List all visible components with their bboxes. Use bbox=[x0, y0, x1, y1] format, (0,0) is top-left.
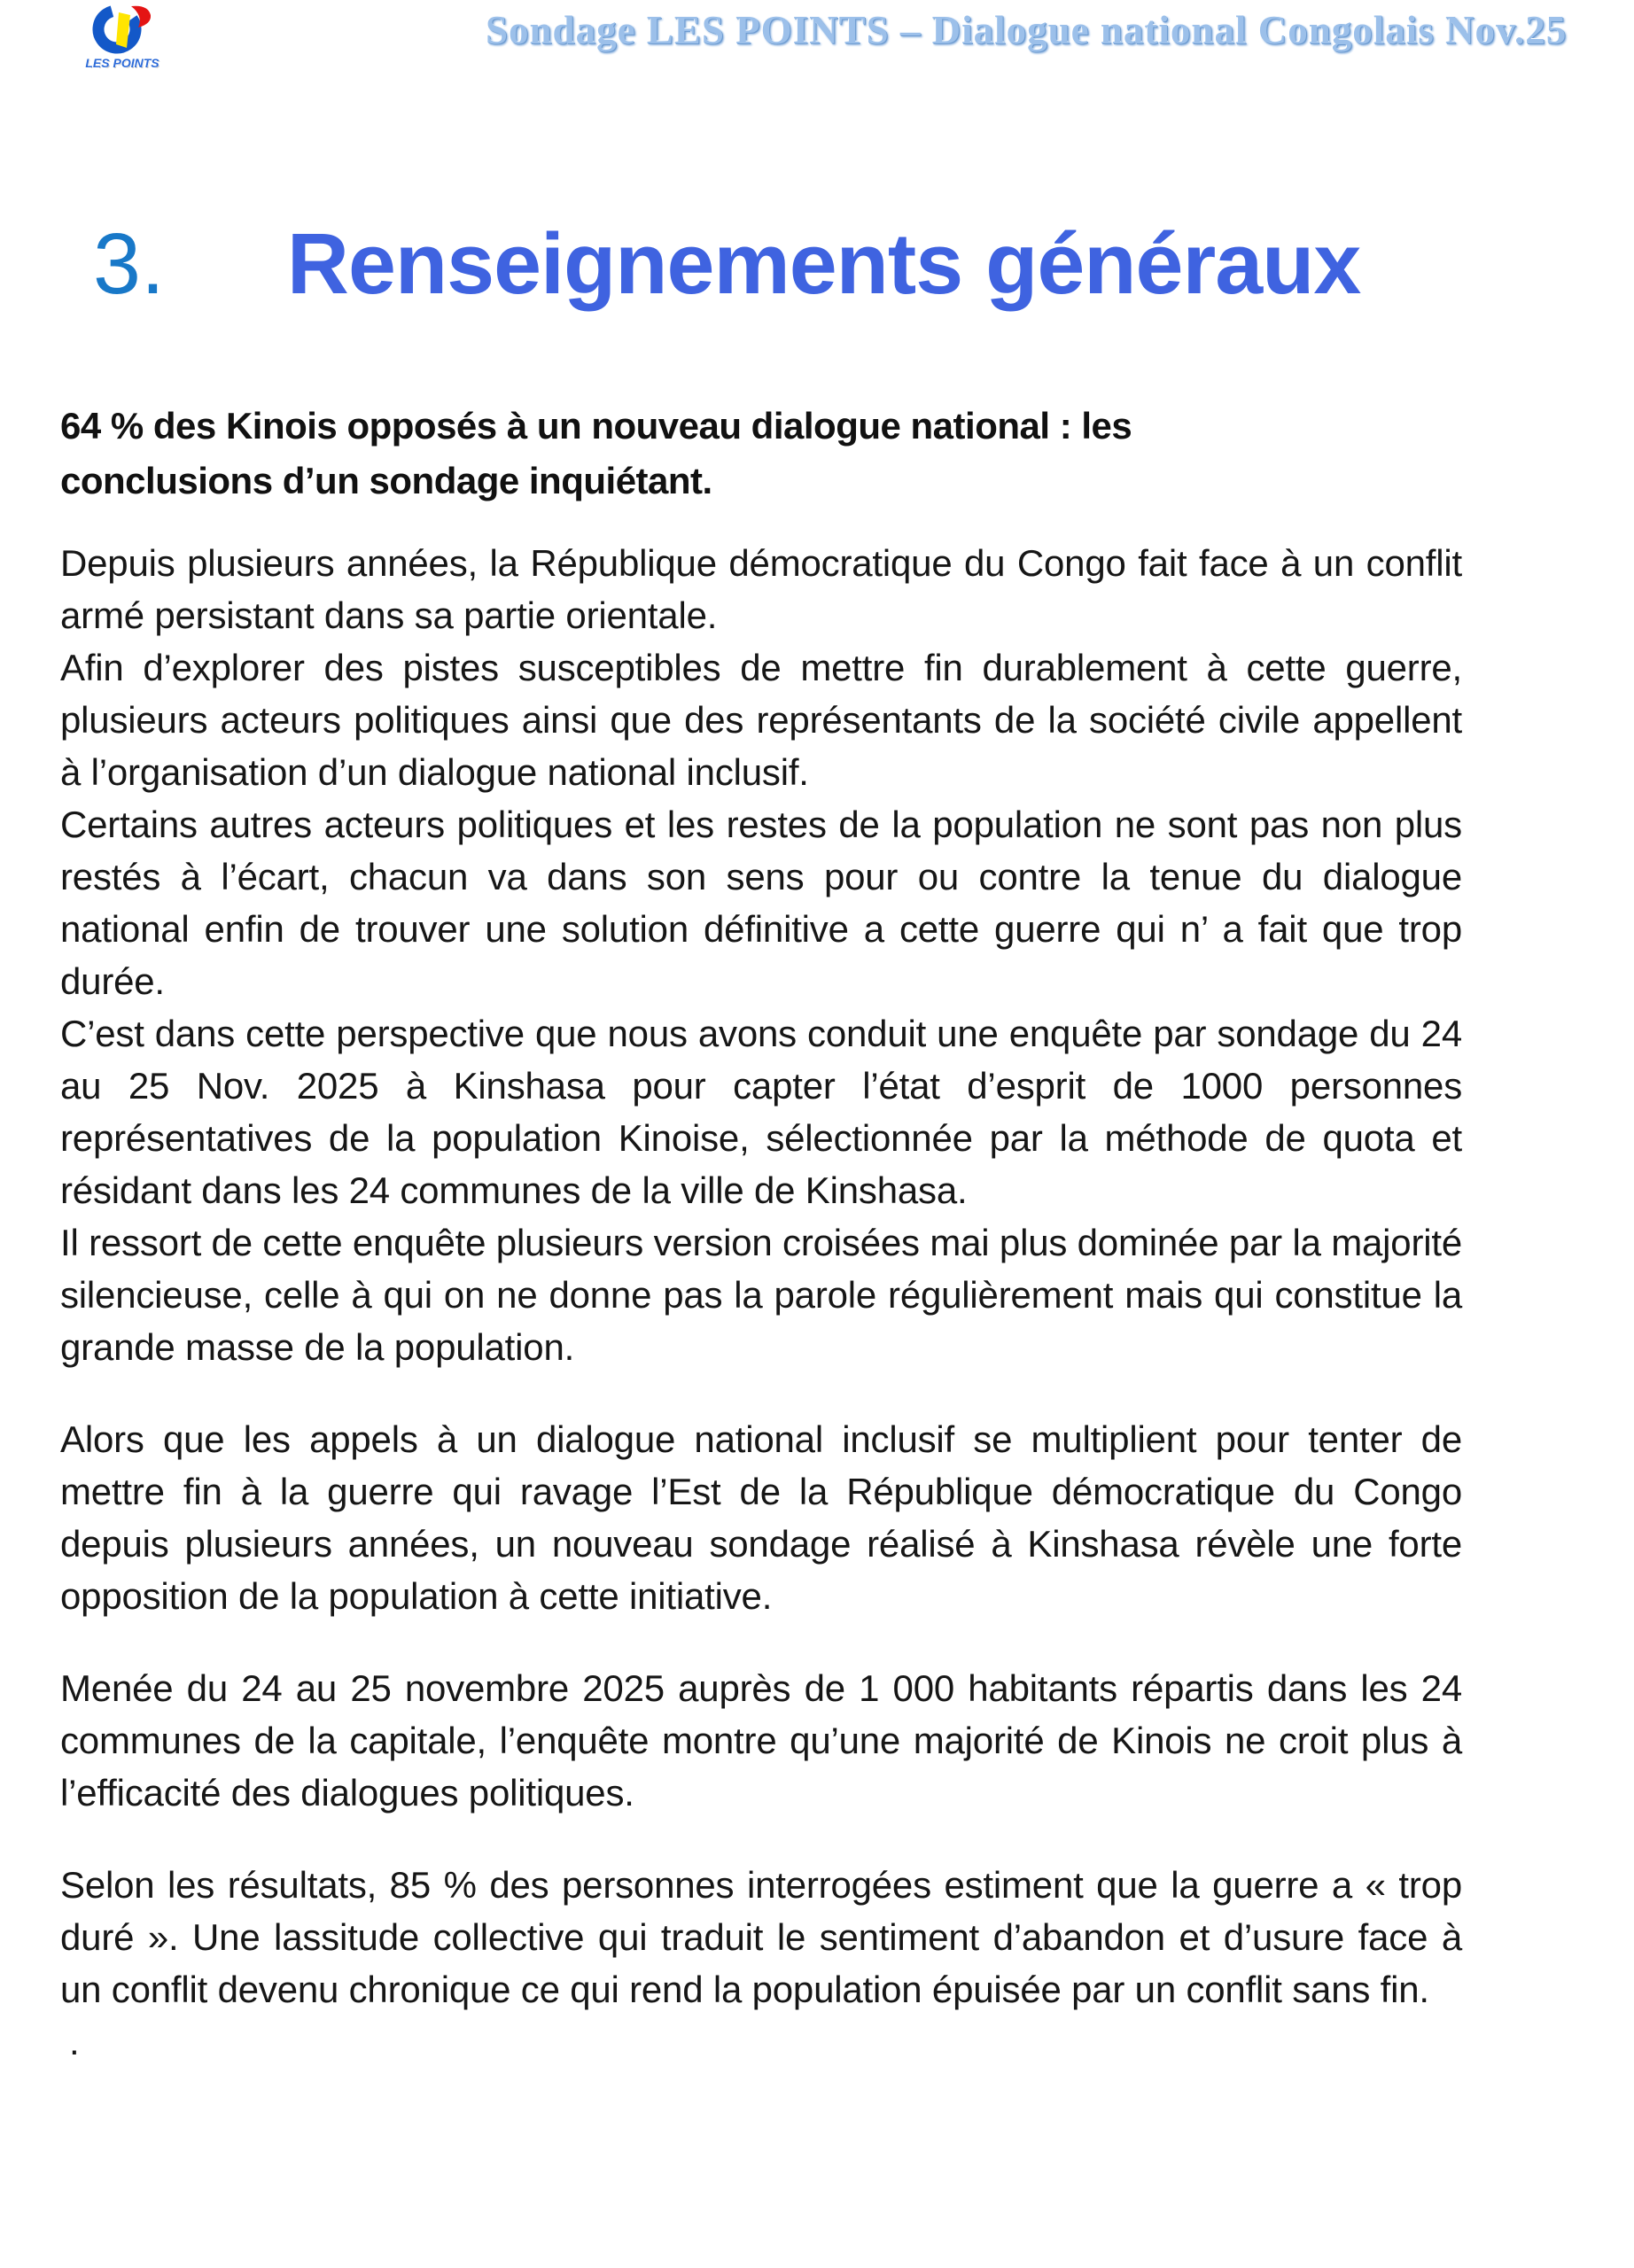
paragraph: Depuis plusieurs années, la République démocratique du Congo fait face à un conflit armé persistant dans sa partie orientale. bbox=[60, 542, 1462, 636]
les-points-logo bbox=[85, 4, 160, 70]
trailing-period: . bbox=[69, 2021, 80, 2062]
article-body bbox=[60, 537, 1462, 2068]
paragraph: Alors que les appels à un dialogue national inclusif se multiplient pour tenter de mettre fin à la guerre qui ravage l’Est de la République démocratique du Congo depuis plusieurs années, un nouveau sondage réalisé à Kinshasa révèle une forte opposition de la population à cette initiative. bbox=[60, 1418, 1462, 1617]
section-number: 3. bbox=[93, 215, 165, 312]
paragraph: Il ressort de cette enquête plusieurs version croisées mai plus dominée par la majorité silencieuse, celle à qui on ne donne pas la parole régulièrement mais qui constitue la grande masse de la population. bbox=[60, 1222, 1462, 1368]
header-title: Sondage LES POINTS – Dialogue national Congolais Nov.25 bbox=[486, 8, 1568, 52]
les-points-logo-icon bbox=[85, 4, 160, 55]
section-heading bbox=[93, 214, 1360, 314]
paragraph: Selon les résultats, 85 % des personnes interrogées estiment que la guerre a « trop duré ». Une lassitude collective qui traduit le sentiment d’abandon et d’usure face à un conflit devenu chronique ce qui rend la population épuisée par un conflit sans fin. bbox=[60, 1864, 1462, 2010]
paragraph: C’est dans cette perspective que nous avons conduit une enquête par sondage du 24 au 25 Nov. 2025 à Kinshasa pour capter l’état d’esprit de 1000 personnes représentatives de la population Kinoise, sélectionnée par la méthode de quota et résidant dans les 24 communes de la ville de Kinshasa. bbox=[60, 1013, 1462, 1211]
article-subtitle: 64 % des Kinois opposés à un nouveau dialogue national : les conclusions d’un sondage inquiétant. bbox=[60, 405, 1132, 501]
paragraph: Menée du 24 au 25 novembre 2025 auprès de 1 000 habitants répartis dans les 24 communes de la capitale, l’enquête montre qu’une majorité de Kinois ne croit plus à l’efficacité des dialogues politiques. bbox=[60, 1667, 1462, 1814]
paragraph: Certains autres acteurs politiques et les restes de la population ne sont pas non plus restés à l’écart, chacun va dans son sens pour ou contre la tenue du dialogue national enfin de trouver une solution définitive a cette guerre qui n’ a fait que trop durée. bbox=[60, 804, 1462, 1002]
logo-wordmark: LES POINTS bbox=[85, 56, 160, 70]
section-title: Renseignements généraux bbox=[286, 215, 1361, 312]
paragraph: Afin d’explorer des pistes susceptibles de mettre fin durablement à cette guerre, plusieurs acteurs politiques ainsi que des représentants de la société civile appellent à l’organisation d’un dialogue national inclusif. bbox=[60, 647, 1462, 793]
